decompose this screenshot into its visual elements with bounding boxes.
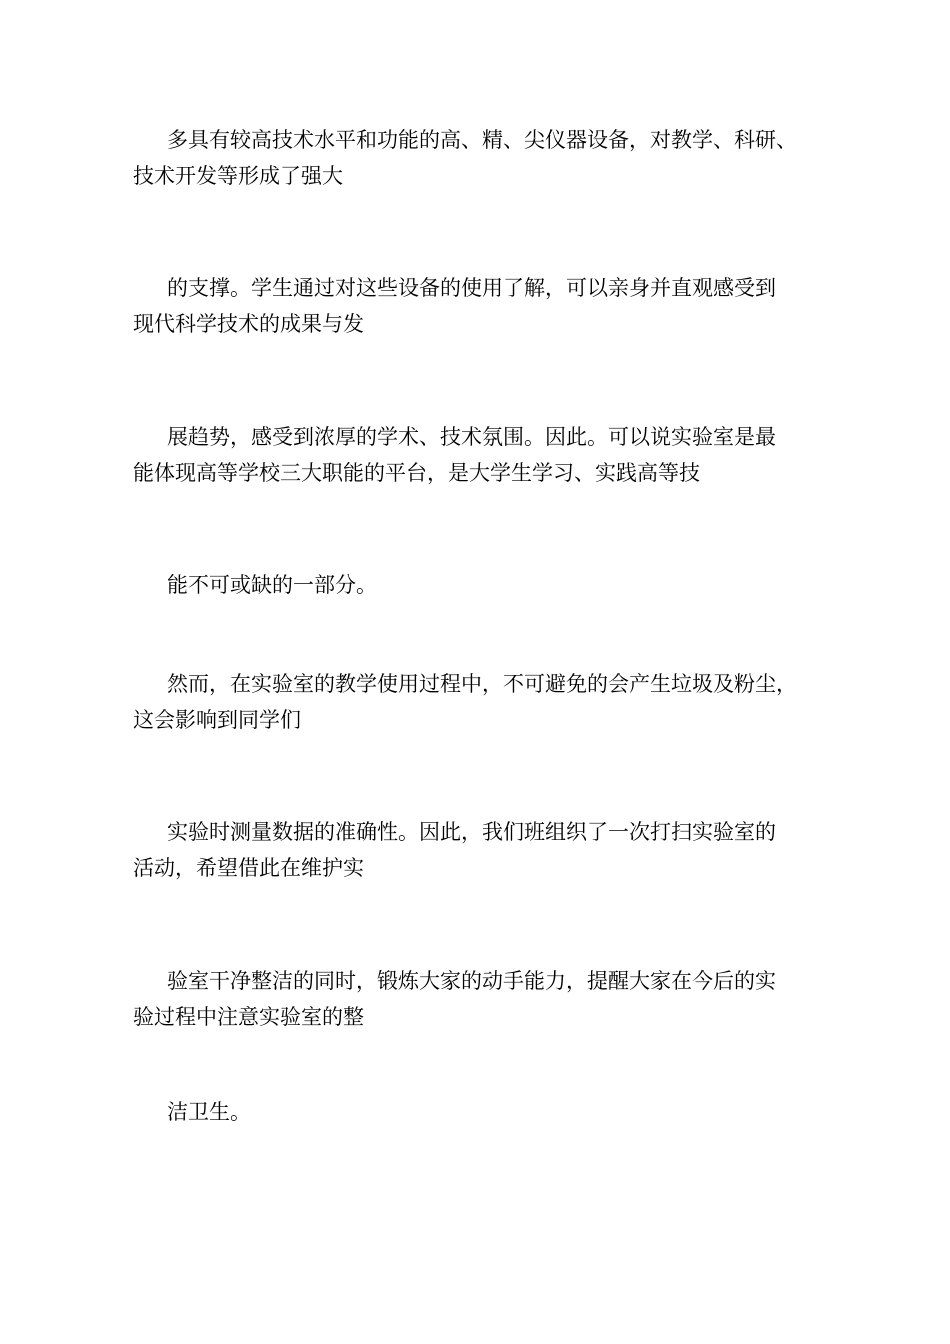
paragraph-1 — [133, 122, 833, 194]
paragraph-8 — [133, 1094, 833, 1130]
paragraph-line: 现代科学技术的成果与发 — [133, 312, 364, 336]
paragraph-line: 然而，在实验室的教学使用过程中，不可避免的会产生垃圾及粉尘， — [167, 672, 797, 696]
paragraph-line: 活动，希望借此在维护实 — [133, 856, 364, 880]
paragraph-line: 验过程中注意实验室的整 — [133, 1005, 364, 1029]
paragraph-5 — [133, 666, 833, 738]
paragraph-7 — [133, 963, 833, 1035]
paragraph-2 — [133, 270, 833, 342]
paragraph-line: 的支撑。学生通过对这些设备的使用了解，可以亲身并直观感受到 — [167, 276, 776, 300]
paragraph-line: 洁卫生。 — [167, 1100, 251, 1124]
paragraph-6 — [133, 814, 833, 886]
paragraph-line: 技术开发等形成了强大 — [133, 164, 343, 188]
paragraph-line: 验室干净整洁的同时，锻炼大家的动手能力，提醒大家在今后的实 — [167, 969, 776, 993]
paragraph-line: 这会影响到同学们 — [133, 708, 301, 732]
paragraph-line: 多具有较高技术水平和功能的高、精、尖仪器设备，对教学、科研、 — [167, 128, 797, 152]
paragraph-line: 能体现高等学校三大职能的平台，是大学生学习、实践高等技 — [133, 461, 700, 485]
paragraph-line: 展趋势，感受到浓厚的学术、技术氛围。因此。可以说实验室是最 — [167, 425, 776, 449]
paragraph-4 — [133, 567, 833, 603]
paragraph-3 — [133, 419, 833, 491]
paragraph-line: 实验时测量数据的准确性。因此，我们班组织了一次打扫实验室的 — [167, 820, 776, 844]
paragraph-line: 能不可或缺的一部分。 — [167, 573, 377, 597]
